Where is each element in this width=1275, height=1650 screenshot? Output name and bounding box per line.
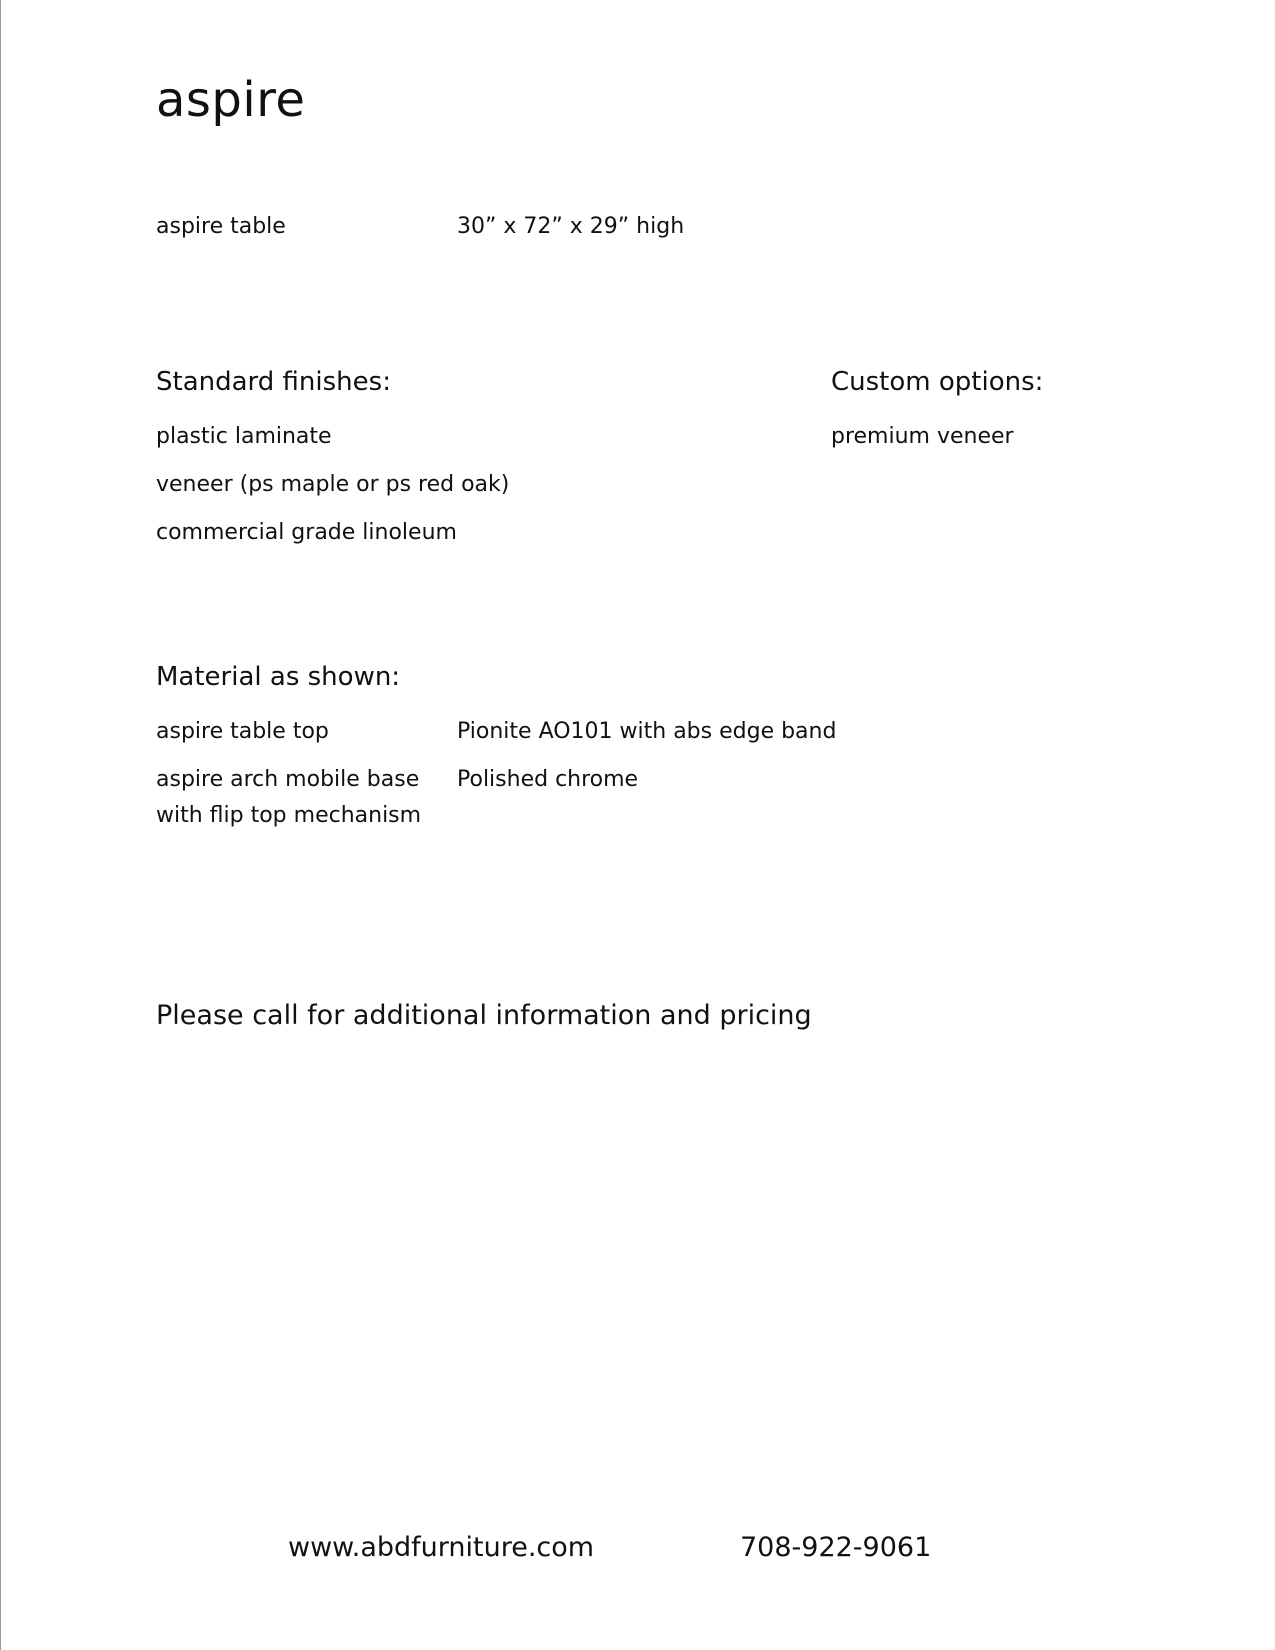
standard-finish-item: veneer (ps maple or ps red oak): [156, 472, 510, 497]
material-row-item-continuation: with flip top mechanism: [156, 803, 422, 828]
material-row-value: Pionite AO101 with abs edge band: [457, 719, 837, 744]
material-as-shown-heading: Material as shown:: [156, 662, 401, 692]
product-name: aspire table: [156, 214, 286, 239]
standard-finishes-heading: Standard finishes:: [156, 367, 391, 397]
footer-phone: 708-922-9061: [740, 1532, 932, 1563]
standard-finish-item: commercial grade linoleum: [156, 520, 457, 545]
page-title: aspire: [156, 72, 306, 128]
product-dimensions: 30” x 72” x 29” high: [457, 214, 685, 239]
custom-option-item: premium veneer: [831, 424, 1014, 449]
footer-website: www.abdfurniture.com: [288, 1532, 595, 1563]
call-to-action-text: Please call for additional information and pricing: [156, 1000, 812, 1031]
standard-finish-item: plastic laminate: [156, 424, 332, 449]
page-edge-line: [0, 0, 1, 1650]
custom-options-heading: Custom options:: [831, 367, 1044, 397]
material-row-value: Polished chrome: [457, 767, 639, 792]
material-row-item: aspire arch mobile base: [156, 767, 420, 792]
material-row-item: aspire table top: [156, 719, 329, 744]
